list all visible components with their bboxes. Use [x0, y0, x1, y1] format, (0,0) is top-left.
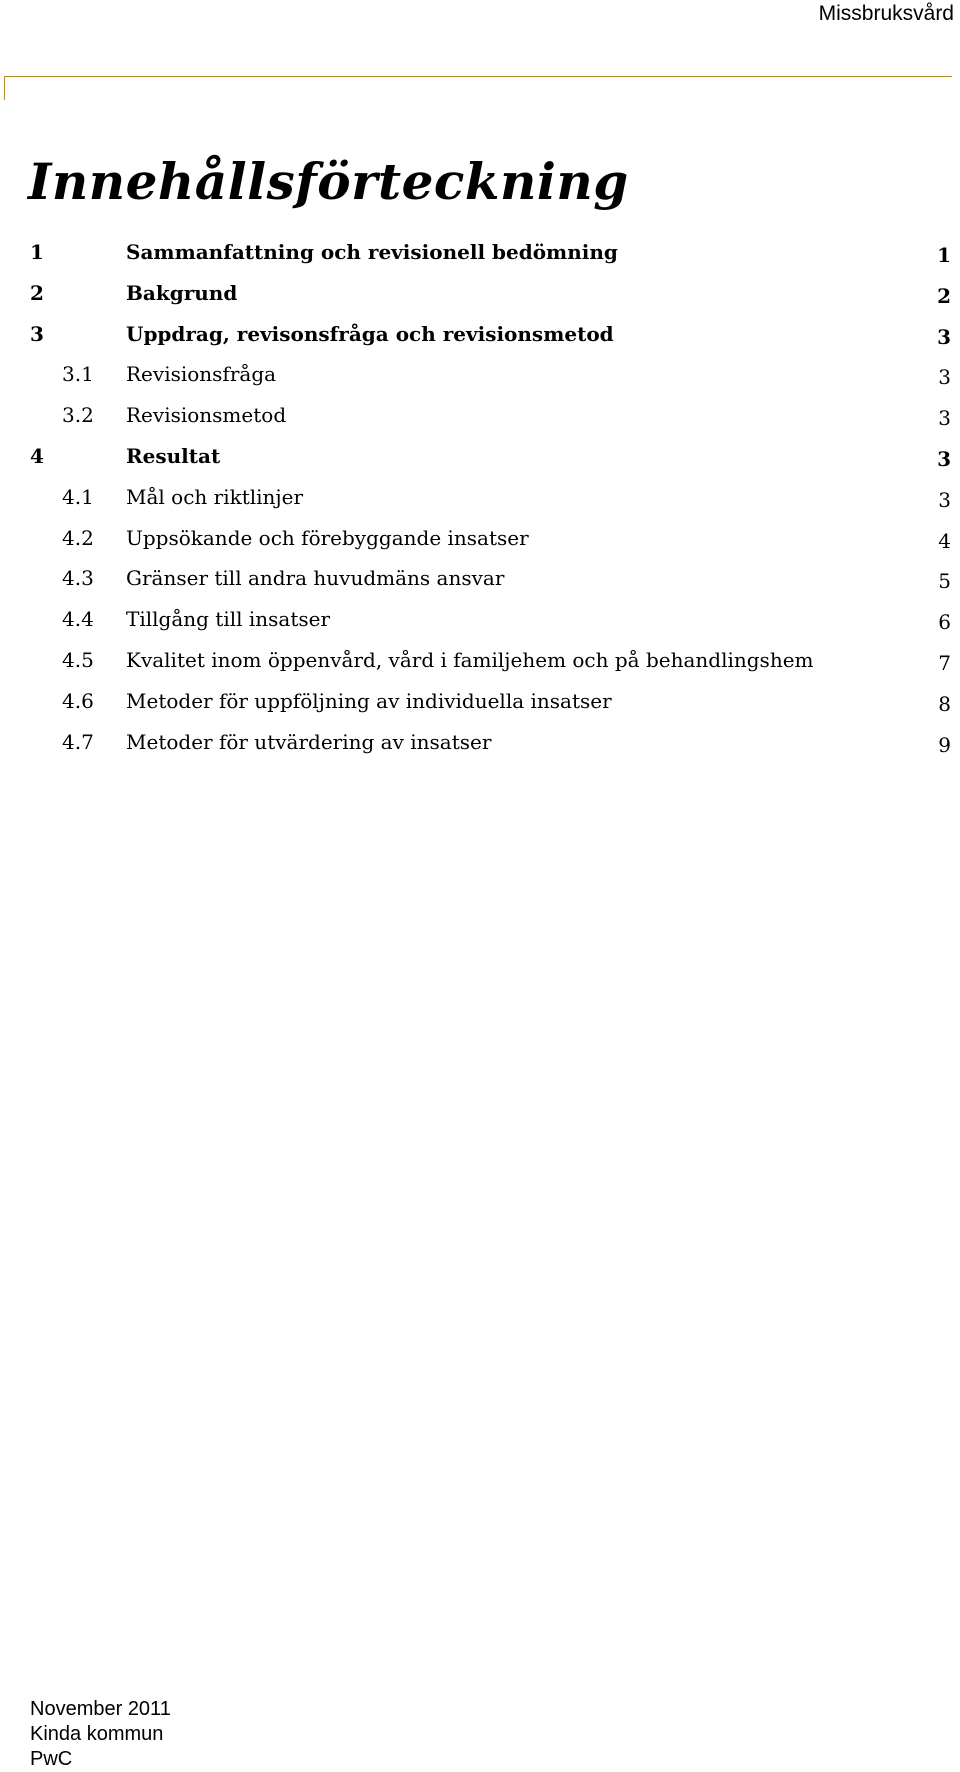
- toc-entry-title: Bakgrund: [126, 280, 238, 305]
- toc-entry[interactable]: [0, 722, 960, 763]
- toc-entry-page: 3: [938, 365, 951, 390]
- toc-entry-page: 3: [937, 324, 951, 349]
- toc-entry-number: 4.7: [62, 729, 94, 754]
- toc-entry-number: 4: [30, 443, 44, 468]
- toc-entry-title: Tillgång till insatser: [126, 607, 331, 632]
- toc-entry[interactable]: [0, 518, 960, 559]
- toc-entry-number: 3.2: [62, 403, 94, 428]
- footer-organization: Kinda kommun: [30, 1723, 164, 1745]
- toc-heading: Innehållsförteckning: [28, 152, 629, 211]
- toc-entry-number: 4.6: [62, 688, 94, 713]
- toc-entry[interactable]: [0, 395, 960, 436]
- toc-entry-title: Metoder för utvärdering av insatser: [126, 729, 492, 754]
- toc-entry-title: Revisionsmetod: [126, 403, 287, 428]
- toc-entry-number: 4.2: [62, 525, 94, 550]
- toc-entry-title: Mål och riktlinjer: [126, 484, 304, 509]
- footer-date: November 2011: [30, 1698, 171, 1720]
- toc-entry-number: 3: [30, 321, 44, 346]
- toc-entry-title: Kvalitet inom öppenvård, vård i familjehem och på behandlingshem: [126, 647, 814, 672]
- toc-entry-page: 8: [938, 691, 951, 716]
- toc-entry-title: Uppsökande och förebyggande insatser: [126, 525, 529, 550]
- toc-entry-page: 3: [938, 487, 951, 512]
- toc-entry-page: 1: [937, 243, 951, 267]
- toc-entry[interactable]: [0, 273, 960, 314]
- toc-entry[interactable]: [0, 681, 960, 722]
- toc-entry[interactable]: [0, 232, 960, 273]
- toc-entry-page: 6: [938, 610, 951, 635]
- toc-entry-page: 3: [937, 446, 951, 471]
- toc-entry[interactable]: [0, 314, 960, 355]
- toc-entry-page: 4: [938, 528, 951, 553]
- page-footer: [30, 1697, 171, 1772]
- toc-entry-page: 9: [938, 732, 951, 757]
- document-header-title: Missbruksvård: [818, 2, 954, 25]
- toc-entry-title: Sammanfattning och revisionell bedömning: [126, 240, 618, 264]
- toc-entry[interactable]: [0, 436, 960, 477]
- toc-entry-number: 4.4: [62, 607, 94, 632]
- toc-entry-page: 5: [938, 569, 951, 594]
- toc-entry-number: 4.5: [62, 647, 94, 672]
- header-rule: [4, 76, 952, 77]
- table-of-contents: [0, 232, 960, 762]
- toc-entry-number: 3.1: [62, 362, 94, 387]
- toc-entry-title: Metoder för uppföljning av individuella insatser: [126, 688, 612, 713]
- toc-entry-title: Gränser till andra huvudmäns ansvar: [126, 566, 505, 591]
- toc-entry[interactable]: [0, 640, 960, 681]
- header-rule-tick: [4, 76, 5, 100]
- toc-entry[interactable]: [0, 354, 960, 395]
- toc-entry-title: Resultat: [126, 443, 221, 468]
- toc-entry-page: 2: [937, 283, 951, 308]
- toc-entry-number: 1: [30, 240, 44, 264]
- footer-company: PwC: [30, 1748, 73, 1770]
- toc-entry-page: 7: [938, 650, 951, 675]
- toc-entry-title: Revisionsfråga: [126, 362, 277, 387]
- toc-entry-title: Uppdrag, revisonsfråga och revisionsmetod: [126, 321, 614, 346]
- toc-entry[interactable]: [0, 477, 960, 518]
- toc-entry-number: 2: [30, 280, 44, 305]
- toc-entry[interactable]: [0, 558, 960, 599]
- toc-entry-page: 3: [938, 406, 951, 431]
- toc-entry[interactable]: [0, 599, 960, 640]
- toc-entry-number: 4.1: [62, 484, 94, 509]
- toc-entry-number: 4.3: [62, 566, 94, 591]
